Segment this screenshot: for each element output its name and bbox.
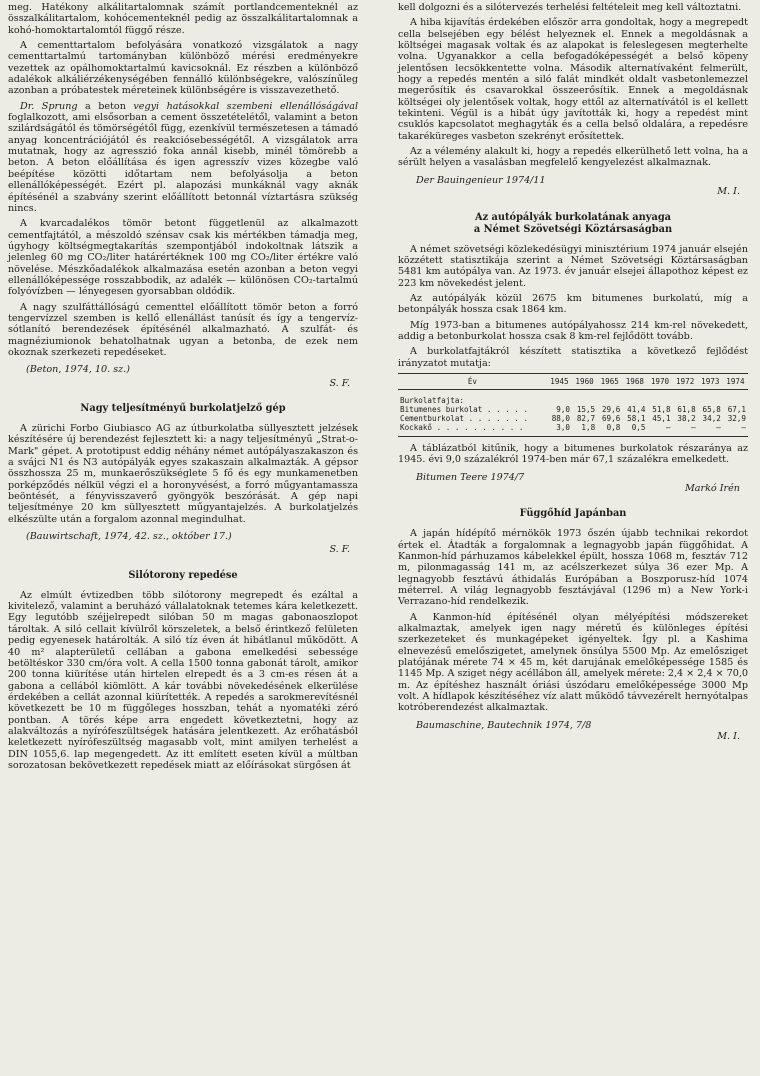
table-cell: 51,8 — [652, 404, 671, 414]
table-cell: — — [698, 423, 723, 437]
table-cell: 9,0 — [556, 404, 570, 414]
table-header-year: 1960 — [572, 373, 597, 389]
table-cell: 0,5 — [622, 423, 647, 437]
table-cell: — — [673, 423, 698, 437]
table-cell: 69,6 — [601, 413, 621, 423]
table-row — [398, 423, 748, 437]
source-citation: (Beton, 1974, 10. sz.) — [26, 364, 130, 376]
article-title: Nagy teljesítményű burkolatjelző gép — [80, 403, 286, 414]
author-signature: S. F. — [329, 377, 350, 389]
paragraph: Az autópályák közül 2675 km bitumenes burkolatú, míg a betonpályák hossza csak 1864 km. — [398, 292, 748, 316]
article-title: Az autópályák burkolatának anyaga a Német Szövetségi Köztársaságban — [473, 211, 673, 235]
paragraph: A hiba kijavítás érdekében először arra gondoltak, hogy a megrepedt cella belsejében egy bélést helyeznek el. Ennek a megoldásnak a költségei magasak voltak és az alapokat is feleslegesen megterhelte volna. Ugyanakkor a cella befogadóképességét a belső köpeny jelentősen lecsökkentette volna. Második alternatívaként felmerült, hogy a repedés mentén a siló falát mindkét oldalt vasbetonlemezzel megerősítik és csavarokkal összeerősítik. Ennek a megoldásnak költségei oly jelentősek voltak, hogy ettől az alternatívától is el kellett tekinteni. Végül is a hibát úgy javították ki, hogy a repedést mint csuklós kapcsolatot meghagyták és a cella belső oldalára, a repedésre takaréküreges vasbeton szekrényt erősítettek. — [398, 17, 748, 142]
table-cell: 65,8 — [702, 404, 721, 414]
table-cell: 3,0 — [547, 423, 572, 437]
table-header-year: 1965 — [597, 373, 622, 389]
table-header-year: 1974 — [723, 373, 748, 389]
article-title: Silótorony repedése — [128, 569, 238, 581]
table-cell: — — [723, 423, 748, 437]
emphasis: vegyi hatásokkal szembeni ellenállóságával — [133, 100, 359, 112]
paragraph: Míg 1973-ban a bitumenes autópályahossz 214 km-rel növekedett, addig a betonburkolat hossza csak 8 km-rel fejlődött tovább. — [398, 319, 748, 342]
paragraph: Az elmúlt évtizedben több silótorony megrepedt és ezáltal a kivitelező, valamint a beruházó vállalatoknak tetemes kára keletkezett. Egy legutóbb széjjelrepedt silóban 50 m magas gabonaoszlopot tároltak. A siló cellait kívülről körszeletek, a belső érintkező felületen pedig egyenesek határolták. A siló tíz éven át hibátlanul működött. A 40 m² alapterületű cellában a gabona emelkedési sebessége betöltéskor 330 cm/óra volt. A cella 1500 tonna gabonát tárolt, amikor 200 tonna kiürítése után hirtelen elrepedt és a 3 cm-es résen át a gabona a cellából kiömlött. A kár további növekedésének elkerülése érdekében a cellát azonnal kiürítették. A repedés a sarokmerevítésnél következett be 10 m függőleges hosszban, tehát a nyomatéki zéró pontban. A törés képe arra engedett következtetni, hogy az alakváltozás a nyírófeszültségek hatására jelentkezett. Az erőhatásból keletkezett nyírófeszültség magasabb volt, mint amilyen terhelést a DIN 1055,6. lap megengedett. Az itt említett eseten kívül a múltban sorozatosan bekövetkezett repedések miatt az előírásokat sürgősen át — [8, 589, 358, 771]
source-citation: Der Bauingenieur 1974/11 — [416, 174, 546, 186]
table-cell: 34,2 — [702, 413, 721, 423]
table-cell: 1,8 — [572, 423, 597, 437]
table-row-label: Kockakő . . . . . . . . . . — [398, 423, 547, 437]
article-title: Függőhíd Japánban — [519, 508, 627, 520]
table-header-year: 1968 — [622, 373, 647, 389]
table-header-year: 1970 — [647, 373, 672, 389]
table-header-year: 1945 — [547, 373, 572, 389]
paragraph: A cementtartalom befolyására vonatkozó vizsgálatok a nagy cementtartalmú tartományban különböző mérési eredményekre vezettek az opálhomoktartalmú kavicsoknál. Ez részben a különböző adalékok alkáliérzékenységében fennálló különbségekre, valószínűleg azonban a próbatestek méreteinek különbségére is visszavezethető. — [8, 40, 358, 97]
table-cell: 15,5 — [576, 404, 596, 414]
paragraph: A Kanmon-híd építésénél olyan mélyépítési módszereket alkalmaztak, amelyek igen nagy méretű és különleges építési szerkezeteket és munkagépeket igényeltek. Így pl. a Kashima elnevezésű emelőszigetet, amelynek önsúlya 5500 Mp. Az emelősziget platójának mérete 74 × 45 m, két darujának emelőképessége 1585 és 1145 Mp. A sziget négy acéllábon áll, amelyek mérete: 2,4 × 2,4 × 70,0 m. Az építéshez használt óriási úszódaru emelőképessége 3000 Mp volt. A hídlapok készítéséhez víz alatt működő távvezérelt hernyótalpas kotróberendezést alkalmaztak. — [398, 611, 748, 714]
source-citation: Bitumen Teere 1974/7 — [416, 471, 525, 483]
table-cell: 82,7 — [576, 413, 596, 423]
author-name: Dr. Sprung — [20, 100, 78, 112]
table-cell: 41,4 — [627, 404, 646, 414]
table-row — [398, 405, 748, 414]
table-cell: 32,9 — [727, 413, 746, 423]
source-citation: (Bauwirtschaft, 1974, 42. sz., október 17.) — [26, 531, 232, 543]
table-cell: 58,1 — [627, 413, 646, 423]
author-signature: M. I. — [717, 186, 740, 198]
author-signature: Markó Irén — [684, 482, 740, 494]
table-group-label: Burkolatfajta: — [400, 395, 465, 405]
paragraph: A táblázatból kitűnik, hogy a bitumenes burkolatok részaránya az 1945. évi 9,0 százalékról 1974-ben már 67,1 százalékra emelkedett. — [398, 442, 748, 466]
left-column — [8, 2, 358, 775]
paragraph: Dr. Sprung a beton vegyi hatásokkal szembeni ellenállóságával foglalkozott, ami elsősorban a cement összetételétől, valamint a beton szilárdságától és tömörségétől függ, ezenkívül természetesen a támadó anyag koncentrációjától és reakciósebességétől. A vizsgálatok arra mutatnak, hogy az agresszió foka annál kisebb, minél tömörebb a beton. A beton előállítása és igen agresszív vizes közegbe való beépítése közötti időtartam nem befolyásolja a beton ellenállóképességét. Ezért pl. alapozási munkáknál vagy aknák építésénél a szabvány szerint előállított betonnál víztartásra szükség nincs. — [8, 100, 359, 214]
table-row-label: Bitumenes burkolat . . . . . — [400, 404, 529, 414]
table-row-label: Cementburkolat . . . . . . . — [400, 413, 529, 423]
table-cell: — — [647, 423, 672, 437]
paragraph: Az a vélemény alakult ki, hogy a repedés elkerülhető lett volna, ha a sérült helyen a vasalásban megfelelő kengyelezést alkalmaznak. — [398, 146, 748, 169]
table-cell: 0,8 — [597, 423, 622, 437]
paragraph: A burkolatfajtákról készített statisztika a következő fejlődést irányzatot mutatja: — [398, 346, 748, 369]
table-cell: 45,1 — [652, 413, 671, 423]
author-signature: M. I. — [717, 731, 740, 743]
paragraph: A japán hídépítő mérnökök 1973 őszén újabb technikai rekordot értek el. Átadták a forgalomnak a legnagyobb japán függőhidat. A Kanmon-híd párhuzamos kábelekkel épült, hossza 1068 m, fesztáv 712 m, pilonmagasság 141 m, az acélszerkezet súlya 36 ezer Mp. A legnagyobb fesztávú áthidalás Európában a Boszporusz-híd 1074 méterrel. A világ legnagyobb fesztávjával (1296 m) a New York-i Verrazano-híd rendelkezik. — [398, 528, 748, 608]
right-column — [398, 2, 748, 747]
table-cell: 88,0 — [551, 413, 570, 423]
table-header-year: 1972 — [673, 373, 698, 389]
author-signature: S. F. — [329, 544, 350, 556]
table-cell: 38,2 — [677, 413, 696, 423]
table-header-label: Év — [398, 373, 547, 389]
paragraph: A nagy szulfáttállóságú cementtel előállított tömör beton a forró tengervízzel szemben is kellő ellenállást tanúsít és így a tengervíz-sótlanító berendezések építésénél alkalmazható. A szulfát- és magnéziumionok behatolhatnak ugyan a betonba, de ezek nem okoznak szerkezeti repedéseket. — [8, 301, 358, 358]
table-cell: 29,6 — [601, 404, 621, 414]
paragraph: A kvarcadalékos tömör betont függetlenül az alkalmazott cementfajtától, a mészoldó szénsav csak kis mértékben támadja meg, úgyhogy költségmegtakarítás szempontjából indokoltnak látszik a jelenleg 60 mg CO₂/liter határértéknek 100 mg CO₂/liter értékre való növelése. Mészkőadalékok alkalmazása esetén azonban a beton vegyi ellenállóképessége rosszabbodik, az adalék — különösen CO₂-tartalmú folyóvízben — lényegesen gyorsabban oldódik. — [8, 218, 358, 298]
source-citation: Baumaschine, Bautechnik 1974, 7/8 — [416, 719, 592, 731]
table-row — [398, 414, 748, 423]
table-cell: 67,1 — [727, 404, 746, 414]
table-header-year: 1973 — [698, 373, 723, 389]
paragraph: A német szövetségi közlekedésügyi minisztérium 1974 január elsején közzétett statisztikája szerint a Német Szövetségi Köztársaságban 5481 km autópálya van. Az 1973. év január elsejei állapothoz képest ez 223 km növekedést jelent. — [398, 243, 748, 289]
paragraph: kell dolgozni és a silótervezés terhelési feltételeit meg kell változtatni. — [398, 2, 742, 13]
paragraph: meg. Hatékony alkálitartalomnak számít portlandcementeknél az összalkálitartalom, kohócementeknél pedig az összalkálitartalomnak a kohó-homoktartalomtól függő része. — [8, 2, 358, 36]
table-cell: 61,8 — [677, 404, 696, 414]
pavement-statistics-table — [398, 373, 748, 437]
paragraph: A zürichi Forbo Giubiasco AG az útburkolatba süllyesztett jelzések készítésére új berendezést fejlesztett ki: a nagy teljesítményű „Strat-o-Mark" gépet. A prototipust eddig néhány német autópályaszakaszon és a svájci N1 és N3 autópályák egyes szakaszain alkalmazták. A gépsor összhossza 25 m, munkaerőszükséglete 5 fő és egy munkamenetben porképződés nélkül végzi el a horonyvésést, a forró műgyantamassza beöntését, a fényvisszaverő gyöngyök beszórását. A gép napi teljesítménye 20 km süllyesztett műgyantajelzés. A burkolatjelzés elkészülte után a forgalom azonnal megindulhat. — [8, 423, 358, 525]
